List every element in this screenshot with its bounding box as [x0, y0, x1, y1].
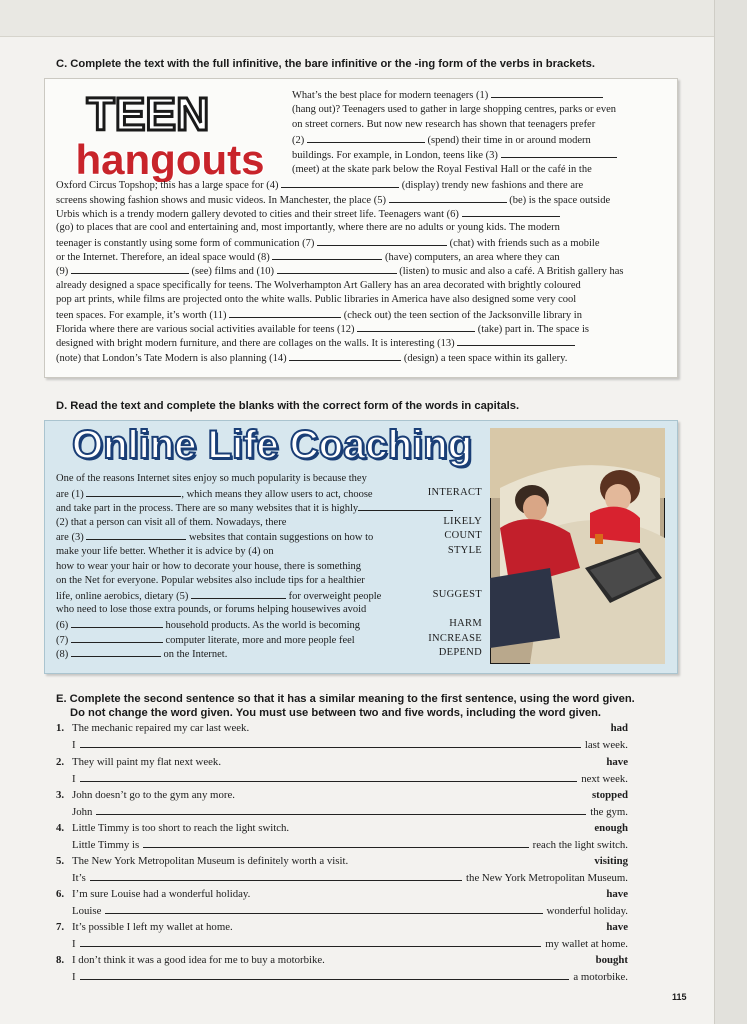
sentence-end: a motorbike.: [573, 971, 628, 983]
sentence-end: next week.: [581, 773, 628, 785]
transformation-item: [56, 822, 628, 854]
sentence-start: I: [72, 739, 76, 751]
answer-blank[interactable]: [86, 530, 186, 540]
answer-blank[interactable]: [71, 633, 163, 643]
line-text: (spend) their time in or around modern: [424, 135, 591, 146]
line-text: (7): [56, 634, 71, 646]
sentence-start: It’s: [72, 872, 86, 884]
second-sentence: [72, 804, 628, 818]
answer-line[interactable]: [80, 969, 570, 980]
logo-hangouts-text: hangouts: [75, 136, 265, 182]
page-edge: [714, 0, 747, 1024]
given-word: stopped: [591, 789, 628, 801]
answer-blank[interactable]: [491, 88, 603, 98]
section-e-heading-line2: Do not change the word given. You must use between two and five words, including the word given.: [70, 707, 602, 719]
answer-blank[interactable]: [501, 148, 617, 158]
line-text: already designed a space specifically for teens. The Wolverhampton Art Gallery has an area decorated with brightly coloured: [56, 280, 581, 291]
transformation-item: [56, 722, 628, 754]
answer-blank[interactable]: [317, 236, 447, 246]
section-c-line: [56, 279, 581, 293]
sentence-start: I: [72, 938, 76, 950]
line-text: for overweight people: [286, 590, 382, 602]
line-text: (meet) at the skate park below the Royal Festival Hall or the café in the: [292, 164, 592, 175]
sentence-start: John: [72, 806, 93, 818]
section-c-line: [56, 336, 575, 351]
answer-line[interactable]: [90, 870, 462, 881]
second-sentence: [72, 870, 628, 884]
section-d-line: [56, 647, 227, 662]
section-c-line: [292, 148, 617, 163]
given-word: enough: [594, 822, 628, 834]
online-life-coaching-title: Online Life Coaching: [72, 423, 473, 467]
line-text: on the Net for everyone. Popular websites also include tips for a healthier: [56, 575, 365, 587]
transformation-item: [56, 756, 628, 788]
answer-blank[interactable]: [272, 250, 382, 260]
second-sentence: [72, 936, 628, 950]
line-text: (check out) the teen section of the Jacksonville library in: [341, 310, 582, 321]
section-e-heading-line1: E. Complete the second sentence so that it has a similar meaning to the first sentence, using the word given.: [56, 693, 635, 705]
page-top-strip: [0, 0, 715, 37]
capital-word: HARM: [449, 618, 482, 629]
first-sentence: They will paint my flat next week.: [72, 756, 222, 768]
line-text: (see) films and (10): [188, 266, 277, 277]
capital-word: DEPEND: [438, 647, 482, 659]
first-sentence: The New York Metropolitan Museum is definitely worth a visit.: [72, 855, 349, 867]
section-d-line: [56, 530, 373, 545]
answer-blank[interactable]: [71, 618, 163, 628]
first-sentence: It’s possible I left my wallet at home.: [72, 921, 233, 933]
answer-blank[interactable]: [389, 193, 507, 203]
line-text: Oxford Circus Topshop; this has a large space for (4): [56, 180, 282, 191]
sentence-start: Little Timmy is: [72, 839, 140, 851]
item-number: 1.: [56, 722, 65, 734]
capital-word: INTERACT: [427, 486, 482, 498]
transformation-item: [56, 921, 628, 953]
section-c-line: [292, 133, 591, 148]
line-text: (2): [56, 516, 71, 528]
sentence-end: reach the light switch.: [532, 839, 628, 851]
section-d-line: [56, 487, 373, 502]
line-text: (be) is the space outside: [506, 195, 611, 206]
second-sentence: [72, 771, 628, 785]
section-c-line: [56, 293, 576, 307]
line-text: computer literate, more and more people feel: [162, 634, 355, 646]
second-sentence: [72, 837, 628, 851]
line-text: life, online aerobics, dietary (5): [56, 590, 191, 602]
line-text: make your life better. Whether it is advice by (4): [56, 546, 264, 557]
line-text: screens showing fashion shows and music videos. In Manchester, the place (5): [56, 195, 389, 206]
section-c-line: [56, 221, 560, 235]
line-text: or the Internet. Therefore, an ideal space would (8): [56, 252, 273, 263]
logo-teen-text: TEEN: [86, 88, 210, 140]
answer-blank[interactable]: [462, 207, 560, 217]
line-text: Florida where there are various social activities available for teens (12): [56, 324, 358, 335]
section-d-line: [56, 603, 366, 617]
answer-blank[interactable]: [229, 308, 341, 318]
transformation-item: [56, 789, 628, 821]
sentence-end: my wallet at home.: [545, 938, 628, 950]
answer-line[interactable]: [105, 903, 542, 914]
answer-blank[interactable]: [191, 589, 286, 599]
capital-word: LIKELY: [443, 515, 482, 527]
given-word: visiting: [594, 855, 628, 867]
line-text: (chat) with friends such as a mobile: [446, 238, 600, 249]
section-c-heading: C. Complete the text with the full infinitive, the bare infinitive or the -ing form of the verbs in brackets.: [56, 58, 595, 70]
line-text: teenager is constantly using some form of communication (7): [56, 238, 317, 249]
line-text: pop art prints, while films are projected onto the white walls. Public libraries in America have also designed some very cool: [56, 294, 577, 305]
section-d-line: [56, 618, 360, 633]
answer-line[interactable]: [80, 737, 581, 748]
line-text: What’s the best place for modern teenagers (1): [292, 90, 491, 101]
line-text: (2): [292, 135, 307, 146]
first-sentence: John doesn’t go to the gym any more.: [72, 789, 235, 801]
capital-word: STYLE: [447, 545, 482, 556]
item-number: 2.: [56, 756, 65, 768]
section-d-line: [56, 472, 367, 486]
page-number: 115: [672, 992, 687, 1002]
line-text: teen spaces. For example, it’s worth (11): [56, 310, 230, 321]
line-text: buildings. For example, in London, teens like (3): [292, 150, 501, 161]
section-c-line: [292, 163, 592, 177]
answer-line[interactable]: [80, 936, 542, 947]
section-c-line: [292, 103, 616, 117]
section-d-line: [56, 574, 365, 588]
transformation-item: [56, 888, 628, 920]
line-text: One of the reasons Internet sites enjoy so much popularity is because they: [56, 473, 367, 484]
line-text: designed with bright modern furniture, and there are collages on the walls. It is interesting (13): [56, 338, 458, 349]
first-sentence: The mechanic repaired my car last week.: [72, 722, 250, 734]
line-text: that a person can visit all of them. Nowadays, there: [70, 516, 287, 528]
second-sentence: [72, 737, 628, 751]
line-text: household products. As the world is becoming: [162, 620, 361, 631]
first-sentence: I don’t think it was a good idea for me to buy a motorbike.: [72, 954, 325, 966]
given-word: bought: [595, 954, 628, 966]
item-number: 6.: [56, 888, 65, 900]
transformation-item: [56, 954, 628, 986]
line-text: (have) computers, an area where they can: [382, 252, 560, 263]
line-text: and take part in the process. There are so many websites that it is highly: [56, 503, 359, 515]
transformation-item: [56, 855, 628, 887]
capital-word: INCREASE: [428, 632, 482, 644]
second-sentence: [72, 969, 628, 983]
line-text: on: [263, 546, 274, 557]
section-d-line: [56, 633, 355, 648]
given-word: have: [606, 756, 628, 768]
line-text: (8): [56, 649, 71, 661]
answer-blank[interactable]: [281, 178, 399, 188]
answer-blank[interactable]: [71, 264, 189, 274]
line-text: websites that contain suggestions on how to: [186, 532, 374, 544]
answer-line[interactable]: [96, 804, 586, 815]
section-c-line: [292, 88, 603, 103]
sentence-end: the New York Metropolitan Museum.: [466, 872, 628, 884]
answer-blank[interactable]: [289, 351, 401, 361]
line-text: on street corners. But now new research has shown that teenagers prefer: [292, 119, 596, 130]
line-text: are (1): [56, 488, 87, 500]
given-word: have: [606, 888, 628, 900]
section-d-line: [56, 516, 286, 530]
section-c-line: [292, 118, 595, 132]
line-text: are (3): [56, 532, 87, 544]
line-text: (take) part in. The space is: [475, 324, 589, 335]
line-text: (display) trendy new fashions and there are: [399, 180, 584, 191]
answer-blank[interactable]: [358, 501, 453, 511]
first-sentence: Little Timmy is too short to reach the light switch.: [72, 822, 290, 834]
answer-blank[interactable]: [277, 264, 397, 274]
sentence-start: I: [72, 971, 76, 983]
section-d-line: [56, 589, 381, 604]
answer-line[interactable]: [143, 837, 528, 848]
answer-blank[interactable]: [457, 336, 575, 346]
answer-line[interactable]: [80, 771, 578, 782]
second-sentence: [72, 903, 628, 917]
section-c-line: [56, 178, 583, 193]
answer-blank[interactable]: [86, 487, 181, 497]
given-word: have: [606, 921, 628, 933]
item-number: 4.: [56, 822, 65, 834]
line-text: , which means they allow users to act, choose: [181, 488, 373, 500]
section-d-line: [56, 545, 274, 559]
sentence-end: wonderful holiday.: [546, 905, 628, 917]
section-d-line: [56, 501, 453, 516]
line-text: (6): [56, 620, 71, 631]
item-number: 8.: [56, 954, 65, 966]
teen-hangouts-logo: [60, 86, 280, 182]
line-text: how to wear your hair or how to decorate your house, there is something: [56, 560, 362, 572]
answer-blank[interactable]: [71, 647, 161, 657]
line-text: on the Internet.: [160, 649, 228, 661]
capital-word: SUGGEST: [432, 588, 482, 600]
line-text: (note) that London’s Tate Modern is also planning (14): [56, 353, 290, 364]
line-text: (hang out)? Teenagers used to gather in large shopping centres, parks or even: [292, 104, 616, 115]
line-text: who need to lose those extra pounds, or forums helping housewives avoid: [56, 604, 367, 616]
answer-blank[interactable]: [357, 322, 475, 332]
sentence-start: I: [72, 773, 76, 785]
section-c-line: [56, 351, 567, 366]
item-number: 5.: [56, 855, 65, 867]
item-number: 7.: [56, 921, 65, 933]
sentence-end: the gym.: [590, 806, 628, 818]
line-text: (design) a teen space within its gallery.: [401, 353, 568, 364]
line-text: (9): [56, 266, 71, 277]
section-d-heading: D. Read the text and complete the blanks with the correct form of the words in capitals.: [56, 400, 520, 412]
line-text: (listen) to music and also a café. A British gallery has: [396, 266, 624, 277]
given-word: had: [610, 722, 628, 734]
line-text: Urbis which is a trendy modern gallery devoted to cities and their street life. Teenagers want (6): [56, 209, 462, 220]
item-number: 3.: [56, 789, 65, 801]
section-c-line: [56, 264, 624, 279]
capital-word: COUNT: [444, 530, 482, 542]
sentence-start: Louise: [72, 905, 102, 917]
line-text: (go) to places that are cool and entertaining and, most importantly, where there are no adults or young kids. The modern: [56, 222, 560, 233]
first-sentence: I’m sure Louise had a wonderful holiday.: [72, 888, 251, 900]
sentence-end: last week.: [584, 739, 628, 751]
section-d-line: [56, 560, 361, 574]
couple-laptop-photo: [490, 428, 665, 664]
answer-blank[interactable]: [307, 133, 425, 143]
